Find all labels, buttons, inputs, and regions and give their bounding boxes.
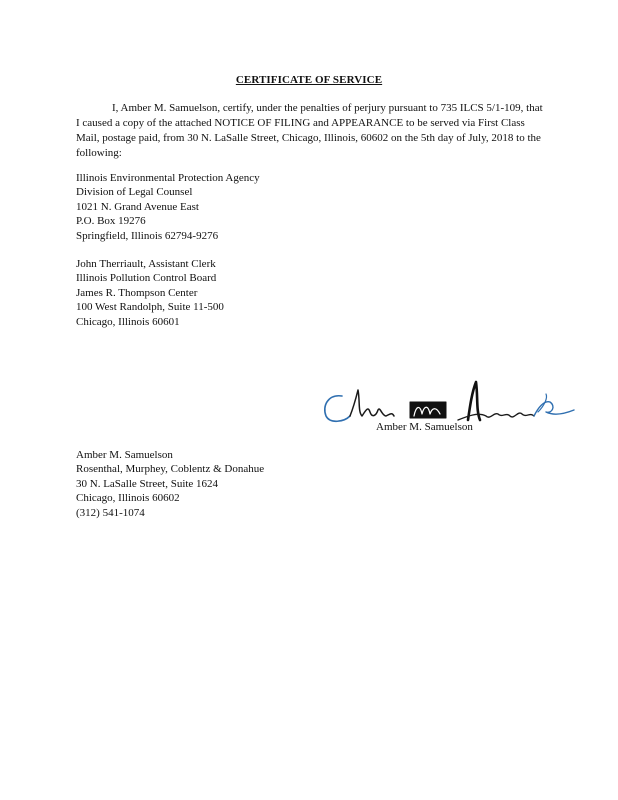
- address-line: Illinois Environmental Protection Agency: [76, 172, 260, 184]
- address-line: 1021 N. Grand Avenue East: [76, 200, 199, 213]
- recipient-address-iepa: [76, 171, 260, 243]
- recipient-address-pcb: [76, 257, 224, 329]
- certification-paragraph: I, Amber M. Samuelson, certify, under the penalties of perjury pursuant to 735 ILCS 5/1-109, that I caused a copy of the attached NOTICE OF FILING and APPEARANCE to be served via First Class Mail, postage paid, from 30 N. LaSalle Street, Chicago, Illinois, 60602 on the 5th day of July, 2018 to the following:: [76, 102, 543, 159]
- signature-ink-stroke: [538, 394, 547, 412]
- address-line: 100 West Randolph, Suite 11-500: [76, 301, 224, 314]
- document-title: CERTIFICATE OF SERVICE: [235, 74, 383, 86]
- signature-ink-stroke: [325, 396, 350, 421]
- signer-line: Rosenthal, Murphey, Coblentz & Donahue: [76, 463, 265, 476]
- signer-line: 30 N. LaSalle Street, Suite 1624: [76, 477, 219, 490]
- address-line: Chicago, Illinois 60601: [76, 315, 180, 328]
- signer-line: Chicago, Illinois 60602: [76, 492, 180, 505]
- address-line: P.O. Box 19276: [76, 215, 146, 228]
- signature-ink-stroke: [350, 390, 394, 416]
- signature-ink-stroke: [534, 402, 574, 416]
- address-line: James R. Thompson Center: [76, 286, 198, 299]
- signature-printed-name: Amber M. Samuelson: [376, 421, 473, 433]
- address-line: Illinois Pollution Control Board: [76, 272, 217, 285]
- address-line: Springfield, Illinois 62794-9276: [76, 229, 219, 242]
- signer-line: (312) 541-1074: [76, 506, 145, 519]
- signer-line: Amber M. Samuelson: [76, 449, 173, 461]
- address-line: Division of Legal Counsel: [76, 186, 193, 199]
- signer-contact-block: [76, 448, 264, 520]
- address-line: John Therriault, Assistant Clerk: [76, 258, 216, 270]
